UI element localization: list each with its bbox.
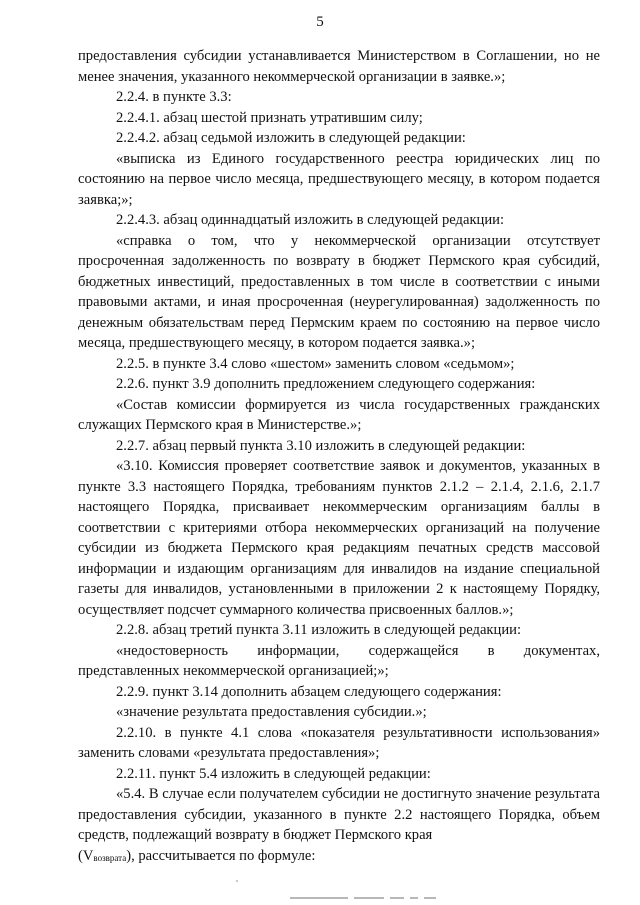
paragraph: «справка о том, что у некоммерческой организации отсутствует просроченная задолженность по возврату в бюджет Пермского края субсидий, бюджетных инвестиций, предоставленных в том числе в соответствии с иными правовыми актами, и иная просроченная (неурегулированная) задолженность по денежным обязательствам перед Пермским краем по состоянию на первое число месяца, предшествующего месяцу, в котором подается заявка.»; [78, 232, 600, 351]
scan-dot [236, 880, 238, 882]
paragraph: «3.10. Комиссия проверяет соответствие заявок и документов, указанных в пункте 3.3 настоящего Порядка, требованиям пунктов 2.1.2 – 2.1.4, 2.1.6, 2.1.7 настоящего Порядка, присваивает некоммерческим организациям баллы в соответствии с критериями отбора некоммерческих организаций на получение субсидии из бюджета Пермского края редакциям печатных средств массовой информации и издающим организациям для инвалидов на издание специальной газеты для инвалидов, установленными в приложении 2 к настоящему Порядку, осуществляет подсчет суммарного количества присвоенных баллов.»; [78, 458, 600, 618]
paragraph: 2.2.8. абзац третий пункта 3.11 изложить в следующей редакции: [116, 622, 522, 638]
paragraph: «Состав комиссии формируется из числа государственных гражданских служащих Пермского края в Министерстве.»; [78, 396, 600, 433]
paragraph: 2.2.10. в пункте 4.1 слова «показателя результативности использования» заменить словами «результата предоставления»; [78, 724, 600, 761]
volume-subscript: возврата [93, 852, 127, 863]
paragraph: «5.4. В случае если получателем субсидии не достигнуто значение результата предоставления субсидии, указанного в пункте 2.2 настоящего Порядка, объем средств, подлежащий возврату в бюджет Пермского края [78, 786, 600, 843]
paragraph: 2.2.4.3. абзац одиннадцатый изложить в следующей редакции: [116, 212, 505, 228]
paragraph: 2.2.6. пункт 3.9 дополнить предложением следующего содержания: [116, 376, 536, 392]
page-number: 5 [316, 14, 324, 30]
scan-artifact [290, 897, 440, 903]
paragraph: 2.2.4.2. абзац седьмой изложить в следующей редакции: [116, 130, 466, 146]
document-body [78, 46, 600, 868]
volume-symbol: (V [78, 847, 94, 864]
paragraph: 2.2.5. в пункте 3.4 слово «шестом» заменить словом «седьмом»; [116, 355, 515, 372]
paragraph: 2.2.4.1. абзац шестой признать утратившим силу; [116, 109, 423, 126]
paragraph: 2.2.11. пункт 5.4 изложить в следующей редакции: [116, 765, 431, 782]
paragraph: 2.2.4. в пункте 3.3: [116, 89, 232, 105]
paragraph: 2.2.7. абзац первый пункта 3.10 изложить в следующей редакции: [116, 437, 526, 454]
paragraph: «недостоверность информации, содержащейся в документах, представленных некоммерческой организацией;»; [78, 642, 600, 679]
formula-intro-line [78, 846, 600, 869]
paragraph-list [78, 46, 600, 846]
paragraph: «значение результата предоставления субсидии.»; [116, 704, 427, 720]
paragraph: «выписка из Единого государственного реестра юридических лиц по состоянию на первое число месяца, предшествующего месяцу, в котором подается заявка;»; [78, 150, 600, 208]
paragraph: 2.2.9. пункт 3.14 дополнить абзацем следующего содержания: [116, 683, 502, 700]
formula-intro-text: ), рассчитывается по формуле: [126, 847, 316, 864]
paragraph: предоставления субсидии устанавливается Министерством в Соглашении, но не менее значения, указанного некоммерческой организации в заявке.»; [78, 48, 600, 85]
